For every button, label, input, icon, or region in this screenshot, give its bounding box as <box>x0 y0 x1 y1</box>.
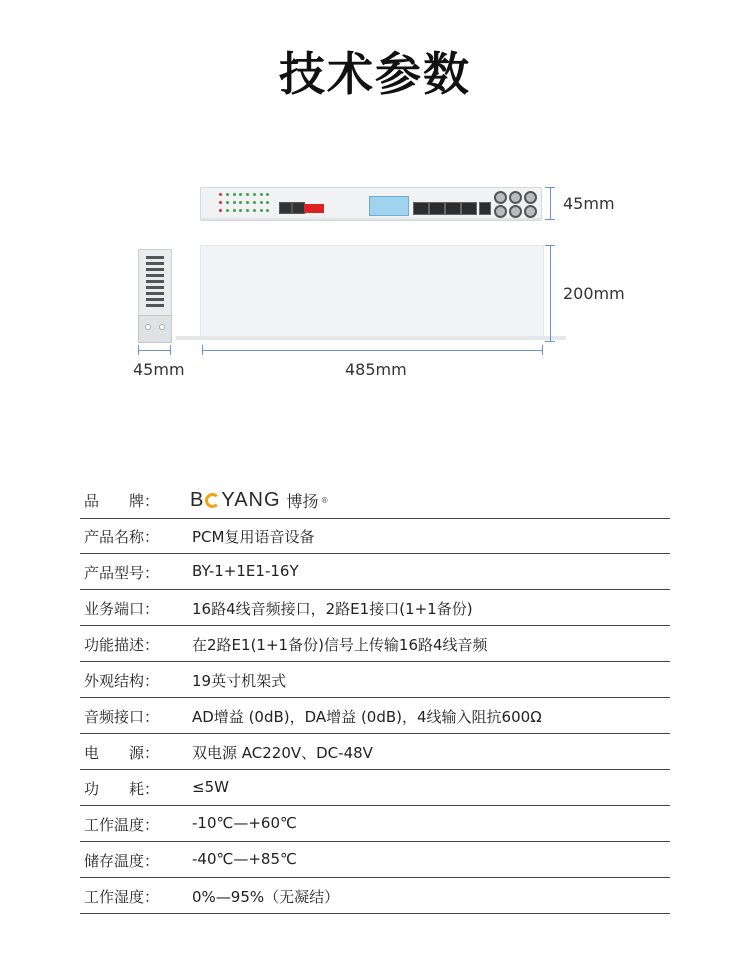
spec-value: BY-1+1E1-16Y <box>192 562 299 580</box>
spec-row <box>80 554 670 590</box>
dimension-line <box>138 350 171 351</box>
spec-row <box>80 878 670 914</box>
dimension-width-label: 485mm <box>345 360 407 379</box>
spec-label: 电 源： <box>84 744 160 762</box>
spec-label: 功能描述： <box>84 636 160 654</box>
spec-label: 业务端口： <box>84 600 160 618</box>
spec-label: 储存温度： <box>84 852 160 870</box>
bnc-connector <box>524 205 537 218</box>
spec-value: AD增益 (0dB)，DA增益 (0dB)，4线输入阻抗600Ω <box>192 708 542 726</box>
dimension-line <box>550 245 551 341</box>
dimension-tick <box>545 219 555 220</box>
rj45-port <box>461 202 477 215</box>
spec-label: 音频接口： <box>84 708 160 726</box>
spec-value: 16路4线音频接口，2路E1接口(1+1备份) <box>192 600 473 618</box>
bnc-connector <box>524 191 537 204</box>
dimension-side-width-label: 45mm <box>133 360 185 379</box>
spec-row <box>80 842 670 878</box>
rj45-port <box>479 202 491 215</box>
mounting-bracket <box>138 315 172 343</box>
console-port <box>279 202 292 214</box>
spec-value: 0%—95%（无凝结） <box>192 888 340 906</box>
dimension-line <box>202 350 542 351</box>
spec-value: -10℃—+60℃ <box>192 814 297 832</box>
spec-row <box>80 590 670 626</box>
spec-row <box>80 770 670 806</box>
bnc-connector <box>494 191 507 204</box>
dimension-depth-label: 200mm <box>563 284 625 303</box>
bnc-connector <box>509 191 522 204</box>
dimension-tick <box>545 341 555 342</box>
dimension-tick <box>545 187 555 188</box>
spec-row <box>80 518 670 554</box>
dimension-tick <box>542 345 543 355</box>
spec-value: PCM复用语音设备 <box>192 528 315 546</box>
spec-row <box>80 806 670 842</box>
spec-label: 工作温度： <box>84 816 160 834</box>
spec-value: 双电源 AC220V、DC-48V <box>192 744 373 762</box>
spec-value: ≤5W <box>192 778 229 796</box>
dip-switch <box>304 204 324 213</box>
device-front-panel <box>200 187 542 221</box>
bnc-connector <box>509 205 522 218</box>
spec-value: -40℃—+85℃ <box>192 850 297 868</box>
spec-row <box>80 626 670 662</box>
spec-row <box>80 698 670 734</box>
dimension-tick <box>545 245 555 246</box>
spec-label: 品 牌： <box>84 492 160 510</box>
brand-logo: B YANG 博扬 ® <box>190 489 329 511</box>
device-top-view <box>200 245 544 339</box>
spec-label: 产品名称： <box>84 528 160 546</box>
device-top-flange <box>176 336 566 340</box>
indicator-leds <box>219 193 271 215</box>
brand-c-icon <box>205 493 220 508</box>
dimension-tick <box>202 345 203 355</box>
spec-label: 产品型号： <box>84 564 160 582</box>
rj45-port <box>445 202 461 215</box>
spec-row-brand <box>80 482 670 519</box>
dimension-height-label: 45mm <box>563 194 615 213</box>
bnc-connector <box>494 205 507 218</box>
spec-value: 在2路E1(1+1备份)信号上传输16路4线音频 <box>192 636 488 654</box>
device-label-sticker <box>369 196 409 216</box>
spec-label: 工作湿度： <box>84 888 160 906</box>
dimension-tick <box>138 345 139 355</box>
spec-label: 外观结构： <box>84 672 160 690</box>
rj45-port <box>429 202 445 215</box>
spec-row <box>80 662 670 698</box>
page-title: 技术参数 <box>279 47 471 101</box>
dimension-tick <box>170 345 171 355</box>
dimension-line <box>550 187 551 219</box>
rj45-port <box>413 202 429 215</box>
spec-label: 功 耗： <box>84 780 160 798</box>
spec-row <box>80 734 670 770</box>
spec-value: 19英寸机架式 <box>192 672 287 690</box>
